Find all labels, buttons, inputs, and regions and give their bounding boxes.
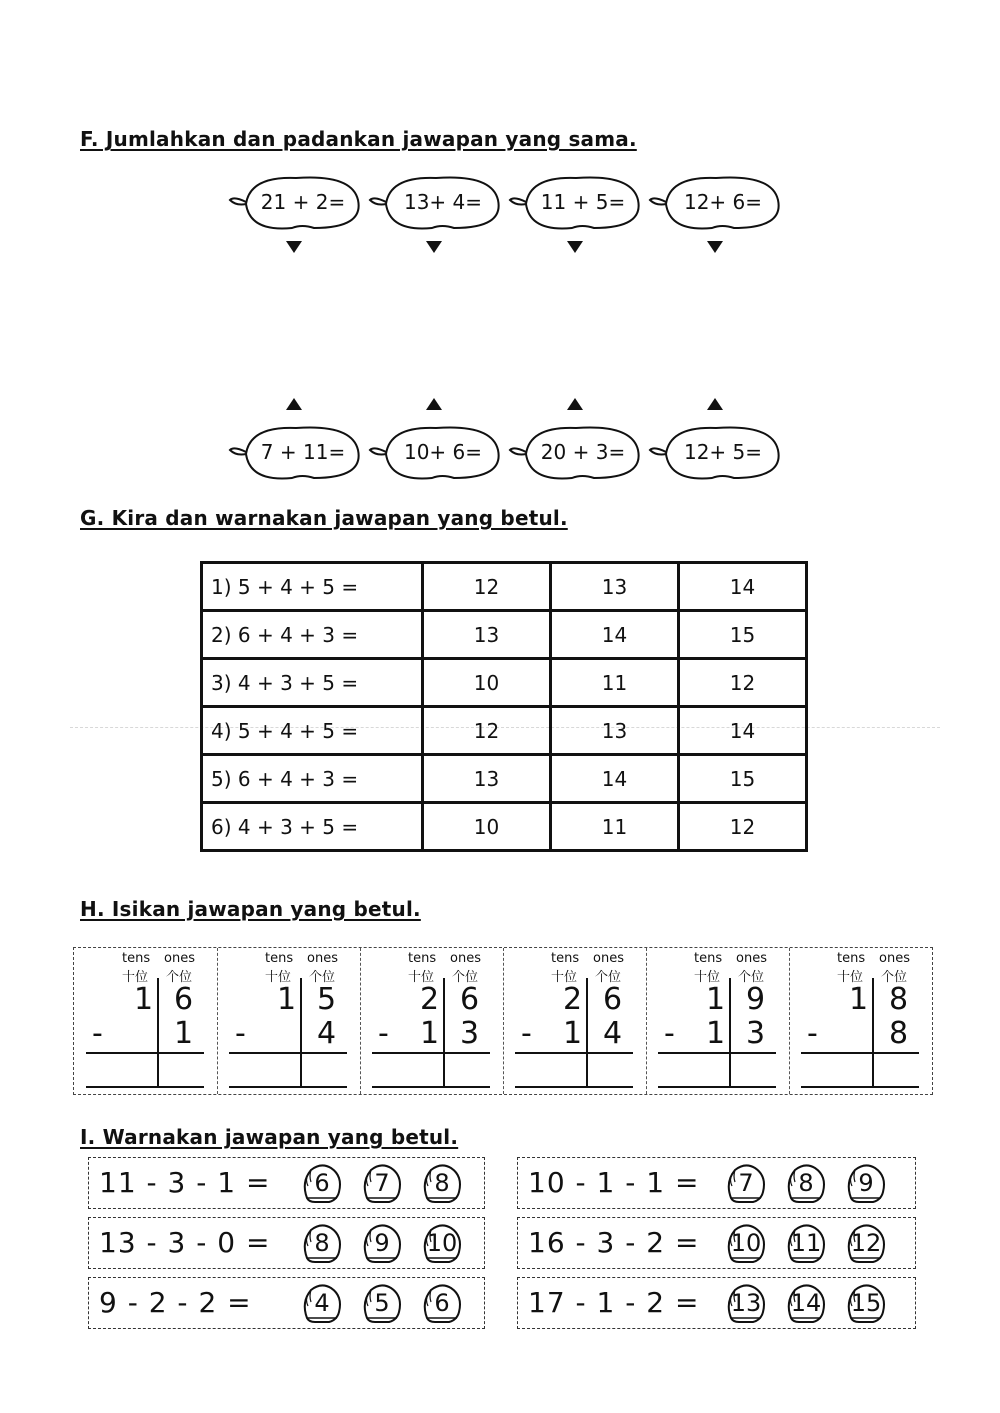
answer-value: 4 [314, 1289, 330, 1317]
fruit-equation[interactable] [646, 170, 784, 234]
section-f-heading: F. Jumlahkan dan padankan jawapan yang sama. [80, 127, 637, 151]
bottom-ones-digit: 4 [603, 1016, 623, 1051]
cell-divider [217, 948, 218, 1094]
answer-line[interactable] [658, 1086, 776, 1088]
match-point-down-icon[interactable] [567, 241, 583, 253]
answer-value: 8 [434, 1169, 450, 1197]
option-cell[interactable]: 12 [423, 563, 551, 611]
fruit-equation-text: 12+ 6= [683, 190, 763, 214]
minus-sign: - [378, 1016, 389, 1051]
fruit-equation-text: 11 + 5= [540, 190, 626, 214]
bottom-tens-digit: 1 [706, 1016, 726, 1051]
option-cell[interactable]: 12 [679, 659, 807, 707]
answer-shell[interactable] [723, 1160, 769, 1206]
answer-shell[interactable] [359, 1220, 405, 1266]
ones-label-zh: 个位 [166, 970, 193, 985]
option-cell[interactable]: 15 [679, 755, 807, 803]
option-cell[interactable]: 12 [679, 803, 807, 851]
place-value-divider [586, 978, 588, 1088]
minus-sign: - [664, 1016, 675, 1051]
answer-value: 13 [730, 1289, 762, 1317]
answer-line[interactable] [515, 1086, 633, 1088]
question-cell: 3) 4 + 3 + 5 = [202, 659, 423, 707]
table-row [202, 755, 807, 803]
answer-value: 6 [434, 1289, 450, 1317]
bottom-ones-digit: 8 [889, 1016, 909, 1051]
tens-label: tens [265, 951, 294, 966]
ones-label-zh: 个位 [595, 970, 622, 985]
option-cell[interactable]: 15 [679, 611, 807, 659]
tens-label: tens [837, 951, 866, 966]
ones-label: ones [307, 951, 338, 966]
bottom-ones-digit: 4 [317, 1016, 337, 1051]
match-point-up-icon[interactable] [286, 398, 302, 410]
answer-value: 14 [790, 1289, 822, 1317]
answer-value: 12 [850, 1229, 882, 1257]
question-cell: 2) 6 + 4 + 3 = [202, 611, 423, 659]
answer-line[interactable] [86, 1086, 204, 1088]
option-cell[interactable]: 13 [423, 611, 551, 659]
answer-value: 7 [374, 1169, 390, 1197]
cell-divider [789, 948, 790, 1094]
ones-label-zh: 个位 [452, 970, 479, 985]
section-i-heading: I. Warnakan jawapan yang betul. [80, 1125, 459, 1149]
subtraction-problem [217, 948, 359, 1094]
answer-shell[interactable] [723, 1220, 769, 1266]
option-cell[interactable]: 13 [551, 707, 679, 755]
cell-divider [646, 948, 647, 1094]
tens-label: tens [694, 951, 723, 966]
equation-box [517, 1157, 916, 1209]
answer-value: 5 [374, 1289, 390, 1317]
question-cell: 5) 6 + 4 + 3 = [202, 755, 423, 803]
place-value-divider [157, 978, 159, 1088]
equation-text: 13 - 3 - 0 = [99, 1226, 271, 1259]
ones-label-zh: 个位 [309, 970, 336, 985]
answer-shell[interactable] [783, 1280, 829, 1326]
answer-shell[interactable] [419, 1160, 465, 1206]
tens-label-zh: 十位 [265, 970, 292, 985]
fruit-equation-text: 20 + 3= [540, 440, 626, 464]
tens-label: tens [551, 951, 580, 966]
bottom-ones-digit: 3 [746, 1016, 766, 1051]
answer-value: 15 [850, 1289, 882, 1317]
ones-label: ones [879, 951, 910, 966]
fruit-equation[interactable] [366, 170, 504, 234]
equation-text: 11 - 3 - 1 = [99, 1166, 271, 1199]
answer-shell[interactable] [299, 1220, 345, 1266]
answer-shell[interactable] [419, 1280, 465, 1326]
ones-label: ones [593, 951, 624, 966]
answer-shell[interactable] [783, 1160, 829, 1206]
match-point-down-icon[interactable] [426, 241, 442, 253]
table-row [202, 611, 807, 659]
answer-value: 9 [858, 1169, 874, 1197]
sum-line [801, 1052, 919, 1054]
ones-label-zh: 个位 [738, 970, 765, 985]
top-ones-digit: 6 [603, 982, 623, 1017]
place-value-divider [872, 978, 874, 1088]
equation-box [517, 1277, 916, 1329]
subtraction-problem [503, 948, 645, 1094]
minus-sign: - [807, 1016, 818, 1051]
subtraction-problem [360, 948, 502, 1094]
sum-line [515, 1052, 633, 1054]
option-cell[interactable]: 11 [551, 803, 679, 851]
sum-line [658, 1052, 776, 1054]
fruit-equation-text: 13+ 4= [403, 190, 483, 214]
table-row [202, 707, 807, 755]
subtraction-problem [789, 948, 931, 1094]
top-ones-digit: 5 [317, 982, 337, 1017]
question-cell: 4) 5 + 4 + 5 = [202, 707, 423, 755]
minus-sign: - [235, 1016, 246, 1051]
table-row [202, 659, 807, 707]
match-point-up-icon[interactable] [567, 398, 583, 410]
table-row [202, 803, 807, 851]
tens-label-zh: 十位 [551, 970, 578, 985]
answer-shell[interactable] [783, 1220, 829, 1266]
match-point-up-icon[interactable] [426, 398, 442, 410]
ones-label: ones [450, 951, 481, 966]
tens-label-zh: 十位 [122, 970, 149, 985]
cell-divider [503, 948, 504, 1094]
answer-shell[interactable] [843, 1160, 889, 1206]
answer-shell[interactable] [419, 1220, 465, 1266]
place-value-divider [300, 978, 302, 1088]
bottom-tens-digit: 1 [563, 1016, 583, 1051]
answer-value: 11 [790, 1229, 822, 1257]
sum-line [372, 1052, 490, 1054]
ones-label: ones [164, 951, 195, 966]
top-tens-digit: 1 [849, 982, 869, 1017]
subtraction-panel [73, 947, 933, 1095]
fruit-equation[interactable] [226, 170, 364, 234]
fruit-equation-text: 12+ 5= [683, 440, 763, 464]
tens-label: tens [408, 951, 437, 966]
place-value-divider [729, 978, 731, 1088]
fruit-equation[interactable] [506, 170, 644, 234]
match-point-down-icon[interactable] [707, 241, 723, 253]
equation-text: 17 - 1 - 2 = [528, 1286, 700, 1319]
fruit-equation-text: 10+ 6= [403, 440, 483, 464]
answer-value: 6 [314, 1169, 330, 1197]
top-ones-digit: 6 [174, 982, 194, 1017]
answer-value: 7 [738, 1169, 754, 1197]
section-g-heading: G. Kira dan warnakan jawapan yang betul. [80, 506, 568, 530]
answer-value: 8 [314, 1229, 330, 1257]
sum-line [229, 1052, 347, 1054]
match-point-up-icon[interactable] [707, 398, 723, 410]
answer-value: 10 [730, 1229, 762, 1257]
answer-value: 8 [798, 1169, 814, 1197]
top-tens-digit: 1 [706, 982, 726, 1017]
equation-box [88, 1277, 485, 1329]
equation-text: 10 - 1 - 1 = [528, 1166, 700, 1199]
top-ones-digit: 8 [889, 982, 909, 1017]
bottom-ones-digit: 3 [460, 1016, 480, 1051]
sum-line [86, 1052, 204, 1054]
minus-sign: - [92, 1016, 103, 1051]
top-ones-digit: 6 [460, 982, 480, 1017]
bottom-tens-digit: 1 [420, 1016, 440, 1051]
top-tens-digit: 2 [563, 982, 583, 1017]
equation-box [517, 1217, 916, 1269]
answer-shell[interactable] [359, 1280, 405, 1326]
tens-label: tens [122, 951, 151, 966]
answer-line[interactable] [801, 1086, 919, 1088]
fruit-equation[interactable] [366, 420, 504, 484]
bottom-ones-digit: 1 [174, 1016, 194, 1051]
option-cell[interactable]: 14 [679, 563, 807, 611]
subtraction-problem [74, 948, 216, 1094]
top-ones-digit: 9 [746, 982, 766, 1017]
answer-value: 9 [374, 1229, 390, 1257]
answer-shell[interactable] [843, 1220, 889, 1266]
top-tens-digit: 2 [420, 982, 440, 1017]
equation-box [88, 1217, 485, 1269]
question-cell: 1) 5 + 4 + 5 = [202, 563, 423, 611]
option-cell[interactable]: 10 [423, 803, 551, 851]
tens-label-zh: 十位 [694, 970, 721, 985]
answer-line[interactable] [229, 1086, 347, 1088]
match-point-down-icon[interactable] [286, 241, 302, 253]
fruit-equation-text: 7 + 11= [260, 440, 346, 464]
fruit-equation-text: 21 + 2= [260, 190, 346, 214]
answer-shell[interactable] [299, 1280, 345, 1326]
place-value-divider [443, 978, 445, 1088]
fruit-equation[interactable] [646, 420, 784, 484]
equation-box [88, 1157, 485, 1209]
subtraction-problem [646, 948, 788, 1094]
fruit-equation[interactable] [506, 420, 644, 484]
answer-line[interactable] [372, 1086, 490, 1088]
answer-value: 10 [426, 1229, 458, 1257]
equation-text: 16 - 3 - 2 = [528, 1226, 700, 1259]
tens-label-zh: 十位 [837, 970, 864, 985]
option-cell[interactable]: 11 [551, 659, 679, 707]
equation-text: 9 - 2 - 2 = [99, 1286, 252, 1319]
cell-divider [360, 948, 361, 1094]
top-tens-digit: 1 [134, 982, 154, 1017]
fruit-equation[interactable] [226, 420, 364, 484]
option-cell[interactable]: 13 [423, 755, 551, 803]
answer-shell[interactable] [359, 1160, 405, 1206]
option-cell[interactable]: 10 [423, 659, 551, 707]
option-cell[interactable]: 12 [423, 707, 551, 755]
ones-label-zh: 个位 [881, 970, 908, 985]
option-cell[interactable]: 14 [551, 611, 679, 659]
option-cell[interactable]: 14 [679, 707, 807, 755]
option-cell[interactable]: 14 [551, 755, 679, 803]
answer-shell[interactable] [843, 1280, 889, 1326]
answer-shell[interactable] [299, 1160, 345, 1206]
top-tens-digit: 1 [277, 982, 297, 1017]
section-h-heading: H. Isikan jawapan yang betul. [80, 897, 421, 921]
option-cell[interactable]: 13 [551, 563, 679, 611]
table-row [202, 563, 807, 611]
minus-sign: - [521, 1016, 532, 1051]
question-cell: 6) 4 + 3 + 5 = [202, 803, 423, 851]
answer-table [200, 561, 808, 852]
tens-label-zh: 十位 [408, 970, 435, 985]
answer-shell[interactable] [723, 1280, 769, 1326]
ones-label: ones [736, 951, 767, 966]
